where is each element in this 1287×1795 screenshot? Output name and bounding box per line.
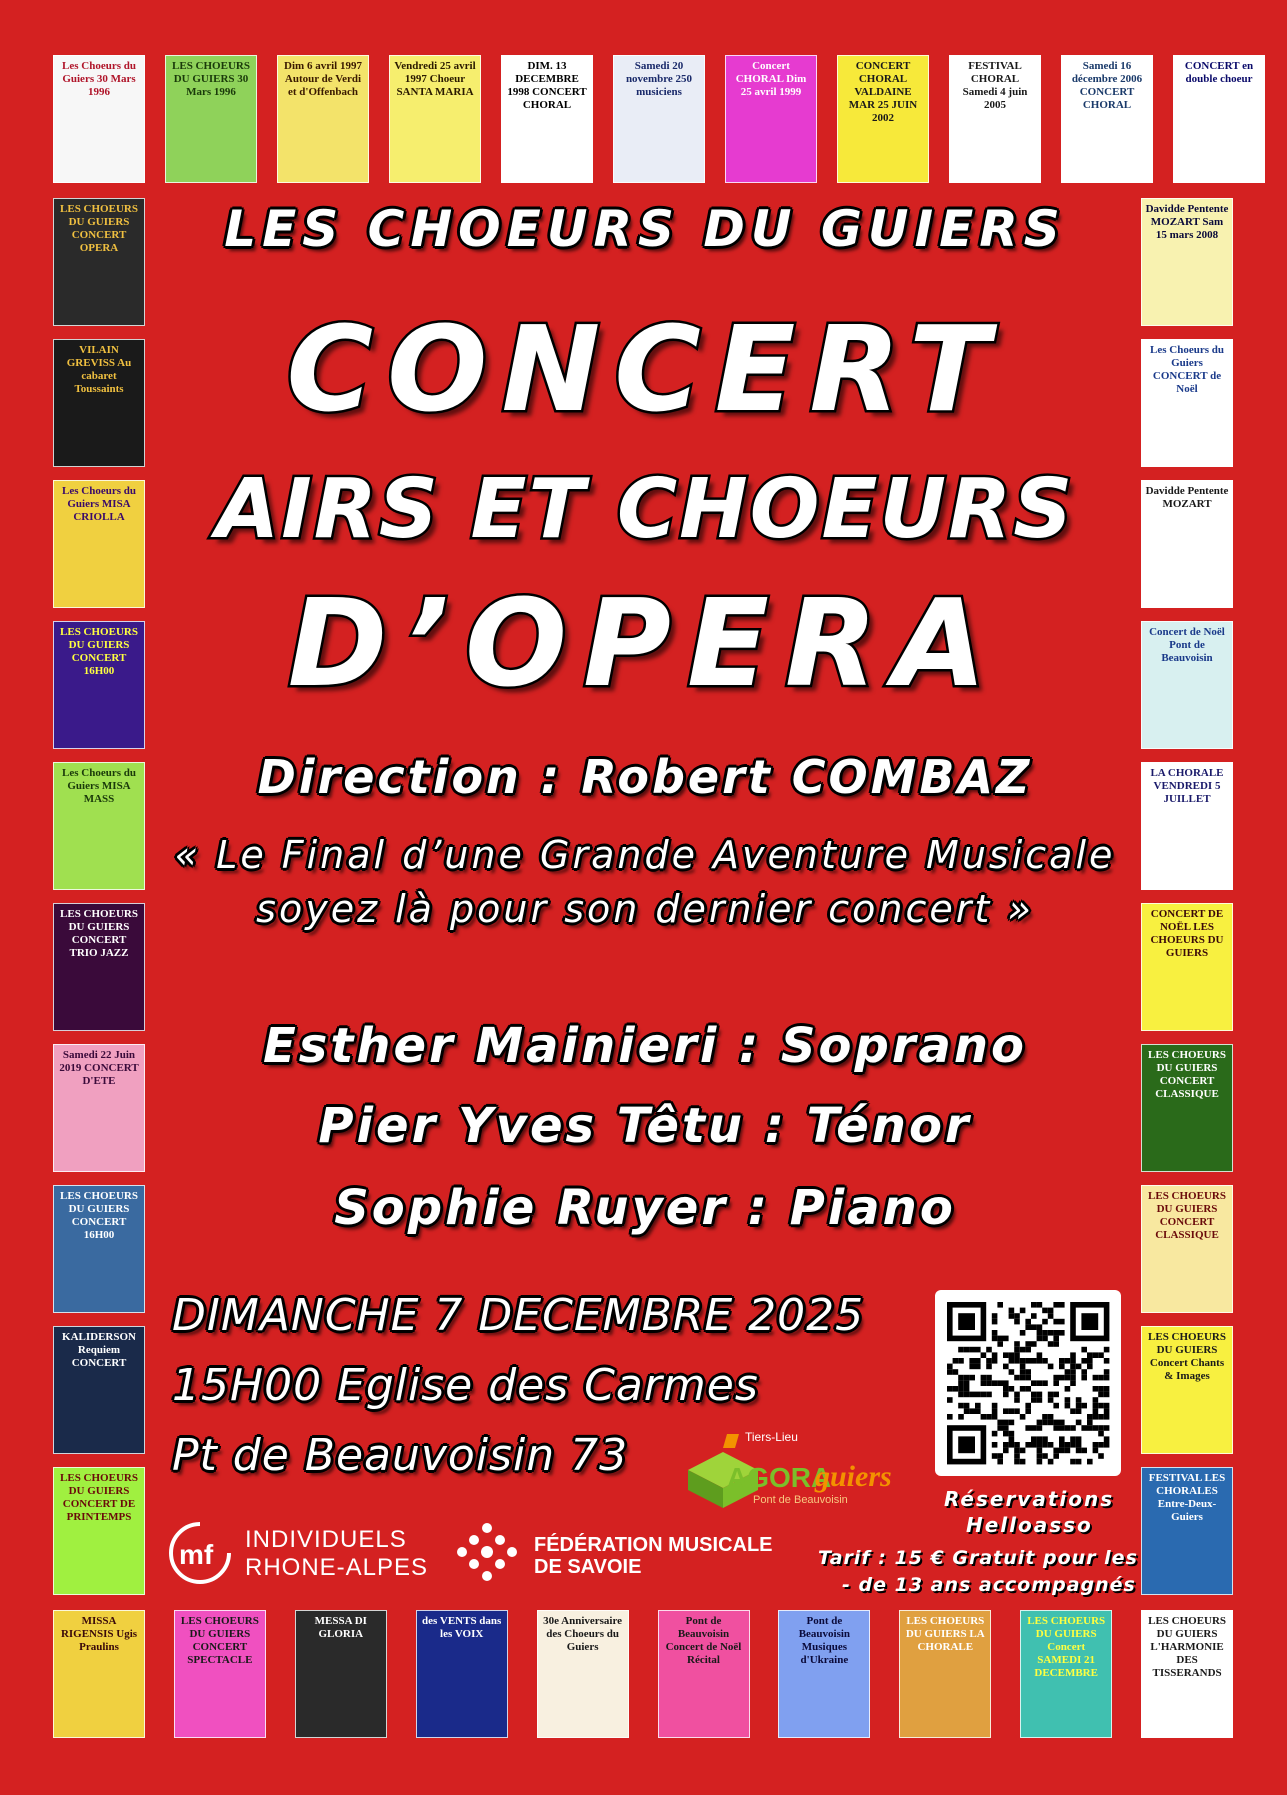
past-concert-poster-text: Davidde Pentente MOZART Sam 15 mars 2008: [1145, 203, 1229, 241]
past-concert-poster: [1020, 1610, 1112, 1738]
past-concert-poster-text: MESSA DI GLORIA: [314, 1615, 367, 1640]
past-concert-poster-text: Pont de Beauvoisin Concert de Noël Récital: [665, 1615, 742, 1666]
reservation-line-2: Helloasso: [966, 1513, 1093, 1537]
svg-text:mf: mf: [179, 1539, 214, 1570]
past-concert-poster-text: Les Choeurs du Guiers MISA CRIOLLA: [62, 485, 136, 523]
past-concert-poster-text: Les Choeurs du Guiers 30 Mars 1996: [62, 60, 136, 98]
event-time-place: 15H00 Eglise des Carmes: [172, 1360, 759, 1411]
agora-main: AGORA: [727, 1462, 832, 1493]
past-concert-poster: [53, 621, 145, 749]
past-concert-poster-text: LES CHOEURS DU GUIERS CONCERT 16H00: [60, 626, 138, 677]
past-concert-poster: [53, 1044, 145, 1172]
soloist-piano: Sophie Ruyer : Piano: [334, 1180, 956, 1236]
event-town: Pt de Beauvoisin 73: [172, 1430, 629, 1481]
past-concert-poster-text: LES CHOEURS DU GUIERS CONCERT 16H00: [60, 1190, 138, 1241]
past-concert-poster: [725, 55, 817, 183]
past-concert-poster: [501, 55, 593, 183]
agora-accent: guiers: [815, 1460, 892, 1493]
past-concert-poster: [53, 480, 145, 608]
past-concert-poster: [295, 1610, 387, 1738]
past-concert-poster: [778, 1610, 870, 1738]
past-concert-poster: [53, 1326, 145, 1454]
past-concert-poster: [53, 55, 145, 183]
past-concert-poster-text: MISSA RIGENSIS Ugis Praulins: [60, 1615, 138, 1653]
mf-individuels-logo: [165, 1518, 435, 1584]
past-concert-poster: [165, 55, 257, 183]
title-airs-et-choeurs: AIRS ET CHOEURS: [215, 462, 1075, 557]
past-concert-poster-text: LES CHOEURS DU GUIERS L'HARMONIE DES TISSERANDS: [1148, 1615, 1227, 1679]
past-concert-poster: [1141, 903, 1233, 1031]
soloist-tenor: Pier Yves Têtu : Ténor: [318, 1098, 972, 1154]
past-concert-poster-text: DIM. 13 DECEMBRE 1998 CONCERT CHORAL: [507, 60, 587, 111]
event-date: DIMANCHE 7 DECEMBRE 2025: [172, 1290, 865, 1341]
past-concert-poster-text: FESTIVAL LES CHORALES Entre-Deux-Guiers: [1148, 1472, 1226, 1523]
past-concert-poster-text: FESTIVAL CHORAL Samedi 4 juin 2005: [962, 60, 1028, 111]
past-concert-poster-text: Vendredi 25 avril 1997 Choeur SANTA MARIA: [394, 60, 476, 98]
past-concert-poster-text: Concert CHORAL Dim 25 avril 1999: [735, 60, 807, 98]
past-concert-poster-text: Davidde Pentente MOZART: [1145, 485, 1229, 510]
reservation-line-1: Réservations: [944, 1487, 1115, 1511]
past-concert-poster-text: LES CHOEURS DU GUIERS CONCERT CLASSIQUE: [1148, 1190, 1226, 1241]
past-concert-poster: [53, 1467, 145, 1595]
past-concert-poster-text: des VENTS dans les VOIX: [422, 1615, 502, 1640]
quote-line-2: soyez là pour son dernier concert »: [256, 887, 1034, 931]
past-concert-poster-text: LES CHOEURS DU GUIERS CONCERT DE PRINTEMPS: [60, 1472, 138, 1523]
past-concert-poster: [389, 55, 481, 183]
past-concert-poster: [837, 55, 929, 183]
choir-name: LES CHOEURS DU GUIERS: [224, 200, 1066, 258]
past-concert-poster: [1141, 1044, 1233, 1172]
mf-line-1: INDIVIDUELS: [245, 1526, 407, 1553]
past-concert-poster: [537, 1610, 629, 1738]
past-concert-poster-text: Concert de Noël Pont de Beauvoisin: [1149, 626, 1225, 664]
past-concert-poster-text: Samedi 20 novembre 250 musiciens: [625, 60, 693, 98]
past-concert-poster: [1173, 55, 1265, 183]
past-concert-poster: [416, 1610, 508, 1738]
direction: Direction : Robert COMBAZ: [257, 750, 1033, 804]
tarif-line-2: - de 13 ans accompagnés: [842, 1574, 1136, 1596]
past-concert-poster: [1141, 1467, 1233, 1595]
past-concert-poster-text: Dim 6 avril 1997 Autour de Verdi et d'Offenbach: [284, 60, 362, 98]
federation-line-2: DE SAVOIE: [534, 1556, 642, 1578]
past-concert-poster-text: LES CHOEURS DU GUIERS CONCERT OPERA: [60, 203, 138, 254]
federation-line-1: FÉDÉRATION MUSICALE: [534, 1534, 773, 1556]
past-concert-poster-text: CONCERT DE NOËL LES CHOEURS DU GUIERS: [1150, 908, 1224, 959]
past-concert-poster: [1141, 480, 1233, 608]
past-concert-poster-text: Les Choeurs du Guiers MISA MASS: [62, 767, 136, 805]
past-concert-poster: [277, 55, 369, 183]
past-concert-poster-text: LES CHOEURS DU GUIERS CONCERT CLASSIQUE: [1148, 1049, 1226, 1100]
past-concert-poster: [1141, 198, 1233, 326]
quote-line-1: « Le Final d’une Grande Aventure Musicale: [174, 833, 1116, 877]
past-concert-poster-text: LA CHORALE VENDREDI 5 JUILLET: [1150, 767, 1224, 805]
past-concert-poster-text: KALIDERSON Requiem CONCERT: [62, 1331, 136, 1369]
mf-line-2: RHONE-ALPES: [245, 1554, 429, 1581]
title-concert: CONCERT: [286, 300, 1004, 438]
past-concert-poster-text: Samedi 22 Juin 2019 CONCERT D'ETE: [59, 1049, 139, 1087]
past-concert-poster: [1141, 621, 1233, 749]
past-concert-poster: [1141, 1185, 1233, 1313]
past-concert-poster: [174, 1610, 266, 1738]
past-concert-poster: [53, 903, 145, 1031]
past-concert-poster: [53, 198, 145, 326]
mf-logo-icon: [165, 1518, 235, 1584]
past-concert-poster: [1141, 1326, 1233, 1454]
past-concert-poster-text: Samedi 16 décembre 2006 CONCERT CHORAL: [1071, 60, 1143, 111]
past-concert-poster-text: 30e Anniversaire des Choeurs du Guiers: [543, 1615, 623, 1653]
past-concert-poster-text: VILAIN GREVISS Au cabaret Toussaints: [66, 344, 132, 395]
past-concert-poster-text: LES CHOEURS DU GUIERS LA CHORALE: [905, 1615, 985, 1653]
past-concert-poster-text: Les Choeurs du Guiers CONCERT de Noël: [1150, 344, 1224, 395]
past-concert-poster: [53, 1185, 145, 1313]
past-concert-poster-text: LES CHOEURS DU GUIERS CONCERT SPECTACLE: [180, 1615, 259, 1666]
past-concert-poster-text: LES CHOEURS DU GUIERS Concert Chants & Images: [1148, 1331, 1226, 1382]
past-concert-poster: [658, 1610, 750, 1738]
past-concert-poster-text: LES CHOEURS DU GUIERS Concert SAMEDI 21 DECEMBRE: [1027, 1615, 1106, 1679]
past-concert-poster: [53, 339, 145, 467]
soloist-soprano: Esther Mainieri : Soprano: [262, 1018, 1028, 1074]
qr-code[interactable]: [935, 1290, 1121, 1476]
agora-tiers-lieu: Tiers-Lieu: [745, 1430, 798, 1444]
agora-sub: Pont de Beauvoisin: [753, 1494, 848, 1506]
past-concert-poster: [899, 1610, 991, 1738]
past-concert-poster: [53, 1610, 145, 1738]
past-concert-poster: [53, 762, 145, 890]
past-concert-poster: [949, 55, 1041, 183]
past-concert-poster: [1141, 762, 1233, 890]
agora-guiers-logo: [683, 1430, 913, 1510]
federation-musicale-savoie-logo: [452, 1520, 802, 1582]
past-concert-poster-text: CONCERT CHORAL VALDAINE MAR 25 JUIN 2002: [848, 60, 918, 124]
past-concert-poster-text: Pont de Beauvoisin Musiques d'Ukraine: [798, 1615, 851, 1666]
past-concert-poster: [1061, 55, 1153, 183]
past-concert-poster-text: LES CHOEURS DU GUIERS CONCERT TRIO JAZZ: [60, 908, 138, 959]
past-concert-poster-text: LES CHOEURS DU GUIERS 30 Mars 1996: [172, 60, 250, 98]
title-opera: D’OPERA: [287, 575, 1003, 714]
past-concert-poster: [1141, 1610, 1233, 1738]
federation-dots-icon: [452, 1520, 522, 1582]
past-concert-poster: [613, 55, 705, 183]
tarif-line-1: Tarif : 15 € Gratuit pour les: [818, 1547, 1138, 1569]
past-concert-poster-text: CONCERT en double choeur: [1184, 60, 1254, 85]
past-concert-poster: [1141, 339, 1233, 467]
qr-code-icon: [935, 1290, 1121, 1476]
